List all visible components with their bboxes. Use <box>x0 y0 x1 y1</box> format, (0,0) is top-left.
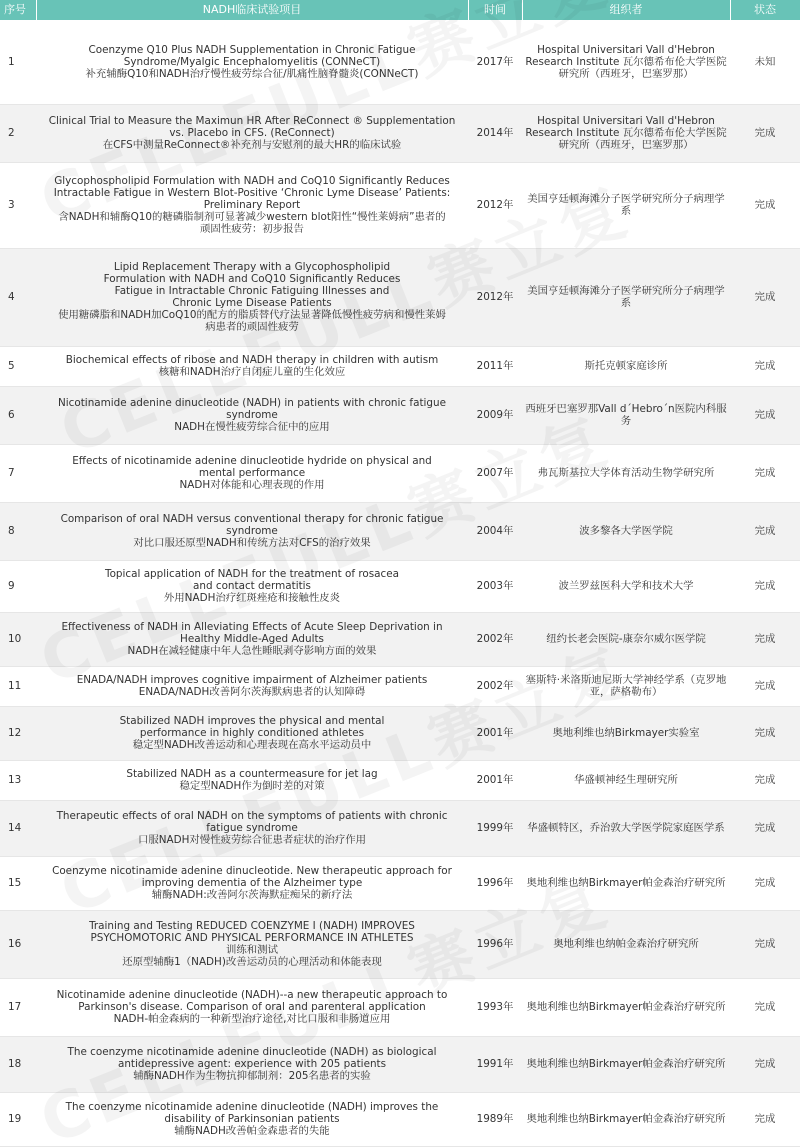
table-row <box>0 444 800 502</box>
row-year: 2012年 <box>468 248 522 346</box>
project-line: Clinical Trial to Measure the Maximun HR After ReConnect ® Supplementation <box>48 115 456 127</box>
project-line: performance in highly conditioned athletes <box>139 727 365 739</box>
row-org: 波兰罗兹医科大学和技术大学 <box>522 560 730 612</box>
row-project <box>36 502 468 560</box>
row-year: 1996年 <box>468 856 522 910</box>
row-org: 奥地利维也纳帕金森治疗研究所 <box>522 910 730 978</box>
project-line: Intractable Fatigue in Western Blot-Positive ‘Chronic Lyme Disease’ Patients: <box>53 187 451 199</box>
row-org: 奥地利维也纳Birkmayer实验室 <box>522 706 730 760</box>
header-year: 时间 <box>468 0 522 20</box>
project-line: Chronic Lyme Disease Patients <box>172 297 332 309</box>
row-year: 2009年 <box>468 386 522 444</box>
project-line: The coenzyme nicotinamide adenine dinucleotide (NADH) improves the <box>65 1101 439 1113</box>
row-project <box>36 104 468 162</box>
row-org: 弗瓦斯基拉大学体育活动生物学研究所 <box>522 444 730 502</box>
row-org: 塞斯特·米洛斯迪尼斯大学神经学系（克罗地亚，萨格勒布） <box>522 666 730 706</box>
project-line: 使用糖磷脂和NADH加CoQ10的配方的脂质替代疗法显著降低慢性疲劳病和慢性莱姆 <box>58 309 446 321</box>
project-line: Formulation with NADH and CoQ10 Significantly Reduces <box>103 273 401 285</box>
row-year: 1999年 <box>468 800 522 856</box>
row-year: 1989年 <box>468 1092 522 1146</box>
project-line: 稳定型NADH改善运动和心理表现在高水平运动员中 <box>132 739 372 751</box>
row-org: 华盛顿特区，乔治敦大学医学院家庭医学系 <box>522 800 730 856</box>
row-year: 1996年 <box>468 910 522 978</box>
project-line: 外用NADH治疗红斑痤疮和接触性皮炎 <box>163 592 341 604</box>
table-row <box>0 162 800 248</box>
row-status: 完成 <box>730 560 800 612</box>
row-org: 美国亨廷顿海滩分子医学研究所分子病理学系 <box>522 162 730 248</box>
row-project <box>36 162 468 248</box>
project-line: antidepressive agent: experience with 205 patients <box>117 1058 387 1070</box>
project-line: Syndrome/Myalgic Encephalomyelitis (CONNeCT) <box>123 55 381 68</box>
row-status: 完成 <box>730 444 800 502</box>
project-line: Glycophospholipid Formulation with NADH and CoQ10 Significantly Reduces <box>54 175 450 187</box>
row-org: 奥地利维也纳Birkmayer帕金森治疗研究所 <box>522 856 730 910</box>
project-line: NADH在慢性疲劳综合征中的应用 <box>174 421 330 433</box>
row-index: 8 <box>0 502 36 560</box>
row-year: 2011年 <box>468 346 522 386</box>
row-year: 1993年 <box>468 978 522 1036</box>
project-line: Effectiveness of NADH in Alleviating Effects of Acute Sleep Deprivation in <box>61 621 443 633</box>
row-year: 2004年 <box>468 502 522 560</box>
header-org: 组织者 <box>522 0 730 20</box>
project-line: PSYCHOMOTORIC AND PHYSICAL PERFORMANCE IN ATHLETES <box>90 932 414 944</box>
table-row <box>0 856 800 910</box>
project-line: 含NADH和辅酶Q10的糖磷脂制剂可显著减少western blot阳性“慢性莱姆病”患者的 <box>58 211 446 223</box>
project-line: Parkinson's disease. Comparison of oral and parenteral application <box>78 1001 426 1013</box>
project-line: vs. Placebo in CFS. (ReConnect) <box>169 127 335 139</box>
row-year: 2012年 <box>468 162 522 248</box>
header-status: 状态 <box>730 0 800 20</box>
row-index: 3 <box>0 162 36 248</box>
row-index: 1 <box>0 20 36 104</box>
row-project <box>36 346 468 386</box>
project-line: 在CFS中测量ReConnect®补充剂与安慰剂的最大HR的临床试验 <box>102 139 402 151</box>
row-index: 14 <box>0 800 36 856</box>
project-line: 病患者的顽固性疲劳 <box>205 321 299 333</box>
table-row <box>0 248 800 346</box>
project-line: Biochemical effects of ribose and NADH therapy in children with autism <box>65 354 439 366</box>
row-status: 完成 <box>730 910 800 978</box>
row-project <box>36 800 468 856</box>
row-org: 华盛顿神经生理研究所 <box>522 760 730 800</box>
row-index: 12 <box>0 706 36 760</box>
row-status: 未知 <box>730 20 800 104</box>
row-year: 2002年 <box>468 666 522 706</box>
row-year: 2002年 <box>468 612 522 666</box>
row-org: 纽约长老会医院-康奈尔威尔医学院 <box>522 612 730 666</box>
table-row <box>0 666 800 706</box>
row-status: 完成 <box>730 666 800 706</box>
row-org: 奥地利维也纳Birkmayer帕金森治疗研究所 <box>522 1036 730 1092</box>
row-org: 斯托克顿家庭诊所 <box>522 346 730 386</box>
table-header-row <box>0 0 800 20</box>
row-org: Hospital Universitari Vall d'Hebron Research Institute 瓦尔德希布伦大学医院研究所（西班牙，巴塞罗那） <box>522 104 730 162</box>
project-line: 训练和测试 <box>226 944 278 956</box>
row-status: 完成 <box>730 612 800 666</box>
table-row <box>0 386 800 444</box>
header-project: NADH临床试验项目 <box>36 0 468 20</box>
row-project <box>36 910 468 978</box>
row-status: 完成 <box>730 856 800 910</box>
table-row <box>0 502 800 560</box>
project-line: 对比口服还原型NADH和传统方法对CFS的治疗效果 <box>133 537 371 549</box>
project-line: fatigue syndrome <box>206 822 298 834</box>
project-line: NADH对体能和心理表现的作用 <box>179 479 325 491</box>
row-year: 2001年 <box>468 706 522 760</box>
row-org: 奥地利维也纳Birkmayer帕金森治疗研究所 <box>522 1092 730 1146</box>
row-project <box>36 248 468 346</box>
project-line: Stabilized NADH improves the physical and mental <box>119 715 385 727</box>
project-line: 辅酶NADH:改善阿尔茨海默症痴呆的新疗法 <box>151 889 353 901</box>
project-line: Lipid Replacement Therapy with a Glycophospholipid <box>113 261 391 273</box>
row-year: 2001年 <box>468 760 522 800</box>
row-year: 2014年 <box>468 104 522 162</box>
row-project <box>36 666 468 706</box>
project-line: Nicotinamide adenine dinucleotide (NADH)--a new therapeutic approach to <box>56 989 448 1001</box>
project-line: Training and Testing REDUCED COENZYME I (NADH) IMPROVES <box>89 920 415 932</box>
row-index: 17 <box>0 978 36 1036</box>
project-line: disability of Parkinsonian patients <box>164 1113 340 1125</box>
row-status: 完成 <box>730 760 800 800</box>
table-row <box>0 800 800 856</box>
row-status: 完成 <box>730 978 800 1036</box>
project-line: Comparison of oral NADH versus conventional therapy for chronic fatigue <box>60 513 444 525</box>
row-index: 7 <box>0 444 36 502</box>
row-status: 完成 <box>730 104 800 162</box>
row-index: 13 <box>0 760 36 800</box>
row-index: 10 <box>0 612 36 666</box>
project-line: syndrome <box>226 409 278 421</box>
table-row <box>0 104 800 162</box>
row-org: 奥地利维也纳Birkmayer帕金森治疗研究所 <box>522 978 730 1036</box>
table-row <box>0 20 800 104</box>
row-index: 2 <box>0 104 36 162</box>
row-index: 18 <box>0 1036 36 1092</box>
row-project <box>36 560 468 612</box>
row-year: 1991年 <box>468 1036 522 1092</box>
project-line: 顽固性疲劳：初步报告 <box>200 223 304 235</box>
project-line: Coenzyme Q10 Plus NADH Supplementation in Chronic Fatigue <box>88 43 416 56</box>
project-line: Fatigue in Intractable Chronic Fatiguing Illnesses and <box>114 285 390 297</box>
project-line: and contact dermatitis <box>193 580 311 592</box>
table-row <box>0 706 800 760</box>
row-status: 完成 <box>730 800 800 856</box>
project-line: Healthy Middle-Aged Adults <box>180 633 324 645</box>
project-line: NADH在减轻健康中年人急性睡眠剥夺影响方面的效果 <box>127 645 377 657</box>
row-org: 波多黎各大学医学院 <box>522 502 730 560</box>
row-index: 19 <box>0 1092 36 1146</box>
project-line: 口服NADH对慢性疲劳综合征患者症状的治疗作用 <box>137 834 367 846</box>
row-status: 完成 <box>730 386 800 444</box>
project-line: Stabilized NADH as a countermeasure for jet lag <box>126 768 378 780</box>
table-row <box>0 910 800 978</box>
table-body <box>0 20 800 1146</box>
header-index: 序号 <box>0 0 36 20</box>
table-row <box>0 978 800 1036</box>
project-line: Preliminary Report <box>203 199 301 211</box>
project-line: 辅酶NADH改善帕金森患者的失能 <box>174 1125 330 1137</box>
project-line: 核糖和NADH治疗自闭症儿童的生化效应 <box>158 366 346 378</box>
project-line: ENADA/NADH improves cognitive impairment of Alzheimer patients <box>76 674 428 686</box>
table-row <box>0 1092 800 1146</box>
row-year: 2007年 <box>468 444 522 502</box>
row-project <box>36 978 468 1036</box>
row-project <box>36 444 468 502</box>
row-status: 完成 <box>730 248 800 346</box>
row-year: 2003年 <box>468 560 522 612</box>
project-line: Effects of nicotinamide adenine dinucleotide hydride on physical and <box>72 455 432 467</box>
row-index: 16 <box>0 910 36 978</box>
table-row <box>0 760 800 800</box>
table-row <box>0 1036 800 1092</box>
project-line: syndrome <box>226 525 278 537</box>
project-line: The coenzyme nicotinamide adenine dinucleotide (NADH) as biological <box>67 1046 437 1058</box>
row-org: Hospital Universitari Vall d'Hebron Research Institute 瓦尔德希布伦大学医院研究所（西班牙，巴塞罗那） <box>522 20 730 104</box>
row-status: 完成 <box>730 706 800 760</box>
project-line: 还原型辅酶1（NADH)改善运动员的心理活动和体能表现 <box>122 956 382 968</box>
row-org: 美国亨廷顿海滩分子医学研究所分子病理学系 <box>522 248 730 346</box>
project-line: Therapeutic effects of oral NADH on the symptoms of patients with chronic <box>56 810 448 822</box>
row-org: 西班牙巴塞罗那Vall d´Hebro´n医院内科服务 <box>522 386 730 444</box>
row-index: 15 <box>0 856 36 910</box>
row-project <box>36 1036 468 1092</box>
row-status: 完成 <box>730 502 800 560</box>
row-index: 11 <box>0 666 36 706</box>
row-status: 完成 <box>730 1092 800 1146</box>
row-project <box>36 760 468 800</box>
project-line: Topical application of NADH for the treatment of rosacea <box>105 568 399 580</box>
project-line: ENADA/NADH改善阿尔茨海默病患者的认知障碍 <box>138 686 366 698</box>
row-project <box>36 386 468 444</box>
row-project <box>36 1092 468 1146</box>
project-line: 稳定型NADH作为倒时差的对策 <box>179 780 325 792</box>
table-row <box>0 346 800 386</box>
row-status: 完成 <box>730 162 800 248</box>
project-line: improving dementia of the Alzheimer type <box>141 877 363 889</box>
row-status: 完成 <box>730 1036 800 1092</box>
project-line: 辅酶NADH作为生物抗抑郁制剂：205名患者的实验 <box>133 1070 371 1082</box>
table-row <box>0 612 800 666</box>
row-index: 9 <box>0 560 36 612</box>
table-row <box>0 560 800 612</box>
project-line: NADH-帕金森病的一种新型治疗途径,对比口服和非肠道应用 <box>113 1013 391 1025</box>
row-project <box>36 20 468 104</box>
project-line: Coenzyme nicotinamide adenine dinucleotide. New therapeutic approach for <box>52 865 452 877</box>
row-index: 6 <box>0 386 36 444</box>
row-index: 4 <box>0 248 36 346</box>
row-status: 完成 <box>730 346 800 386</box>
project-line: 补充辅酶Q10和NADH治疗慢性疲劳综合征/肌痛性脑脊髓炎(CONNeCT) <box>85 67 419 80</box>
row-project <box>36 612 468 666</box>
project-line: mental performance <box>198 467 306 479</box>
row-year: 2017年 <box>468 20 522 104</box>
project-line: Nicotinamide adenine dinucleotide (NADH) in patients with chronic fatigue <box>58 397 446 409</box>
row-project <box>36 856 468 910</box>
row-index: 5 <box>0 346 36 386</box>
row-project <box>36 706 468 760</box>
